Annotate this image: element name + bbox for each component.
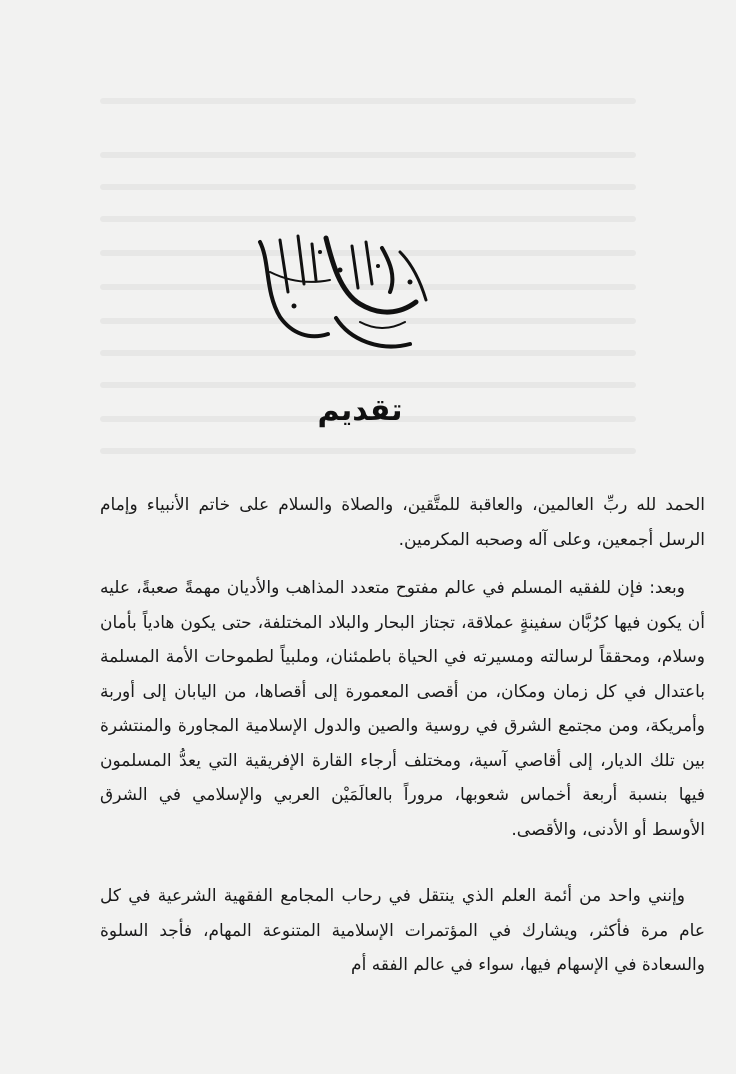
paragraph-3 [100, 879, 705, 983]
paragraph-2 [100, 571, 705, 847]
paragraph-3-text: وإنني واحد من أئمة العلم الذي ينتقل في رحاب المجامع الفقهية الشرعية في كل عام مرة فأكثر، ويشارك في المؤتمرات الإسلامية المتنوعة المهام، فأجد السلوة والسعادة في الإسهام فيها، سواء في عالم الفقه أم [100, 886, 705, 975]
paragraph-2-text: وبعد: فإن للفقيه المسلم في عالم مفتوح متعدد المذاهب والأديان مهمةً صعبةً، عليه أن يكون فيها كرُبَّان سفينةٍ عملاقة، تجتاز البحار والبلاد المختلفة، حتى يكون هادياً بأمان وسلام، ومحققاً لرسالته ومسيرته في الحياة باطمئنان، وملبياً لطموحات الأمة المسلمة باعتدال في كل زمان ومكان، من أقصى المعمورة إلى أقصاها، من اليابان إلى أوربة وأمريكة، ومن مجتمع الشرق في روسية والصين والدول الإسلامية المجاورة والمنتشرة بين تلك الديار، إلى أقاصي آسية، ومختلف أرجاء القارة الإفريقية التي يعدُّ المسلمون فيها بنسبة أربعة أخماس شعوبها، مروراً بالعالَمَيْن العربي والإسلامي في الشرق الأوسط أو الأدنى، والأقصى. [100, 578, 705, 840]
paragraph-1-text: الحمد لله ربِّ العالمين، والعاقبة للمتَّقين، والصلاة والسلام على خاتم الأنبياء وإمام الرسل أجمعين، وعلى آله وصحبه المكرمين. [100, 495, 705, 550]
page-heading: تقديم [317, 393, 403, 428]
basmala-calligraphy [240, 222, 450, 362]
paragraph-1 [100, 488, 705, 557]
